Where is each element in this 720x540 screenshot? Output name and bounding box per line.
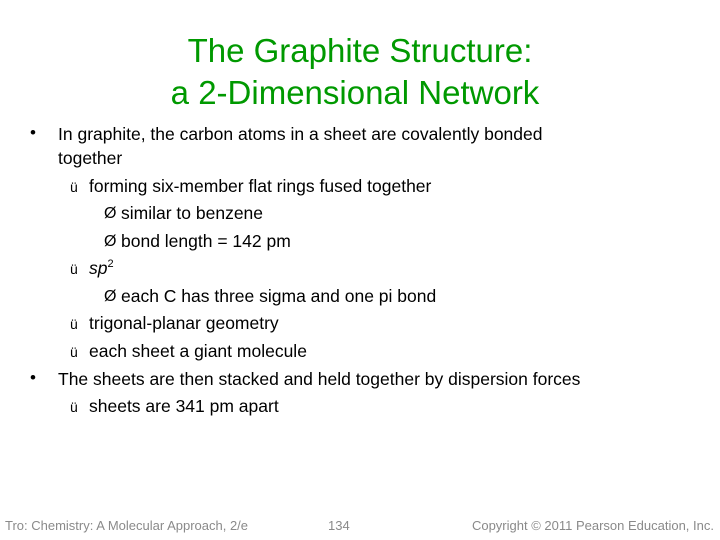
arrow-text-sigma-pi: each C has three sigma and one pi bond [121, 286, 437, 306]
arrow-icon: Ø [104, 233, 117, 250]
bullet-icon: • [30, 123, 36, 142]
arrow-text-bond-length: bond length = 142 pm [121, 231, 291, 251]
title-line-1: The Graphite Structure: [187, 32, 533, 69]
title-line-2: a 2-Dimensional Network [170, 74, 540, 111]
check-icon: ü [70, 179, 78, 195]
check-text-341pm: sheets are 341 pm apart [89, 396, 279, 416]
bullet-text-1-continuation: together [58, 148, 123, 168]
sp-text: sp [89, 258, 108, 278]
footer-copyright: Copyright © 2011 Pearson Education, Inc. [471, 518, 714, 533]
check-text-trigonal: trigonal-planar geometry [89, 313, 279, 333]
check-text-six-member-rings: forming six-member flat rings fused together [89, 176, 432, 196]
check-icon: ü [70, 399, 78, 415]
check-icon: ü [70, 261, 78, 277]
arrow-text-benzene: similar to benzene [121, 203, 264, 223]
arrow-icon: Ø [104, 205, 117, 222]
check-text-sp2 [89, 257, 114, 279]
footer-source: Tro: Chemistry: A Molecular Approach, 2/e [5, 518, 249, 533]
check-icon: ü [70, 344, 78, 360]
check-icon: ü [70, 316, 78, 332]
footer-page-number: 134 [328, 518, 350, 533]
check-text-giant-molecule: each sheet a giant molecule [89, 341, 307, 361]
arrow-icon: Ø [104, 288, 117, 305]
bullet-text-1: In graphite, the carbon atoms in a sheet are covalently bonded [58, 124, 543, 144]
bullet-icon: • [30, 368, 36, 387]
sp-superscript: 2 [107, 258, 114, 270]
bullet-text-2: The sheets are then stacked and held together by dispersion forces [58, 369, 581, 389]
